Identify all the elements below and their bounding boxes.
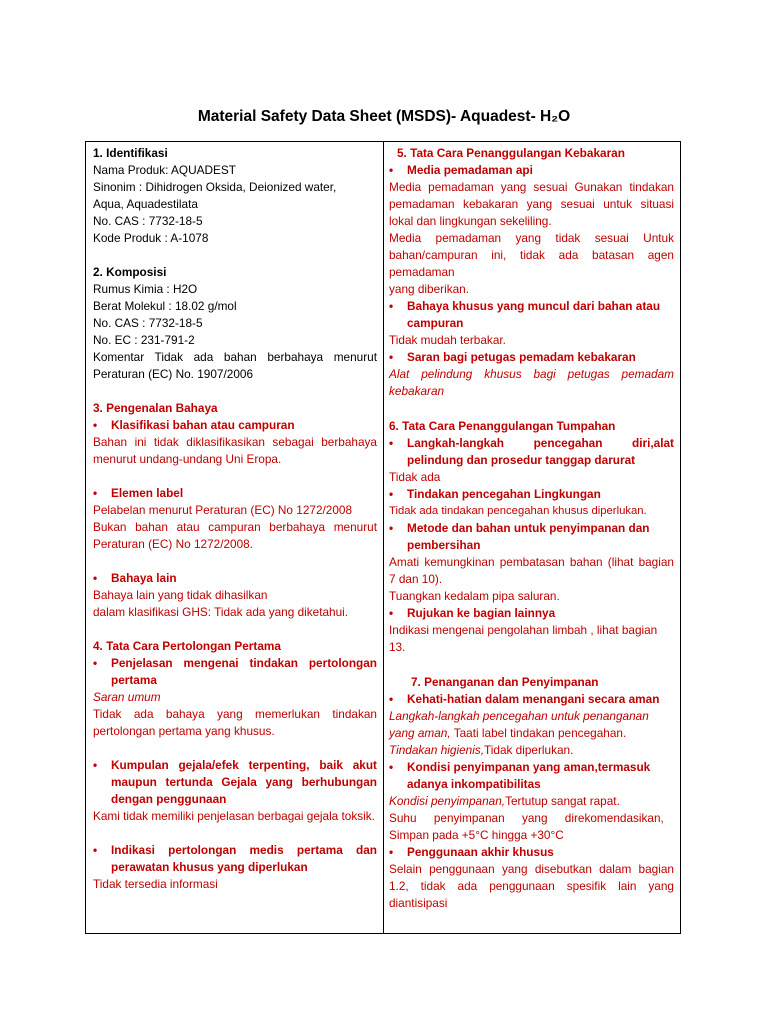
section-4-heading: 4. Tata Cara Pertolongan Pertama [93, 639, 281, 653]
bullet-containment-methods: • Metode dan bahan untuk penyimpanan dan pembersihan [389, 521, 650, 552]
bullet-icon: • [389, 487, 394, 501]
bullet-icon: • [93, 843, 98, 857]
bullet-icon: • [93, 418, 98, 432]
msds-table [85, 141, 681, 934]
right-column [384, 142, 680, 933]
bullet-icon: • [389, 521, 394, 535]
bullet-first-aid: • Penjelasan mengenai tindakan pertolongan pertama [93, 656, 377, 687]
bullet-icon: • [389, 760, 394, 774]
bullet-firefighter-advice: • Saran bagi petugas pemadam kebakaran [389, 350, 636, 364]
safe-handling-text-1: Langkah-langkah pencegahan untuk penanganan yang aman, Taati label tindakan pencegahan. [389, 709, 649, 740]
other-hazards-text-1: Bahaya lain yang tidak dihasilkan [93, 588, 268, 602]
medical-attention-text: Tidak tersedia informasi [93, 877, 218, 891]
product-name: Nama Produk: AQUADEST [93, 163, 236, 177]
bullet-end-use: • Penggunaan akhir khusus [389, 845, 554, 859]
label-elements-text-2: Bukan bahan atau campuran berbahaya menurut Peraturan (EC) No 1272/2008. [93, 520, 377, 551]
bullet-icon: • [93, 486, 98, 500]
section-7-heading: 7. Penanganan dan Penyimpanan [411, 675, 599, 689]
end-use-text: Selain penggunaan yang disebutkan dalam bagian 1.2, tidak ada penggunaan spesifik lain yang diantisipasi [389, 862, 674, 910]
composition-cas: No. CAS : 7732-18-5 [93, 316, 203, 330]
special-hazards-text: Tidak mudah terbakar. [389, 333, 506, 347]
safe-storage-text-3: Simpan pada +5°C hingga +30°C [389, 828, 564, 842]
classification-text: Bahan ini tidak diklasifikasikan sebagai berbahaya menurut undang-undang Uni Eropa. [93, 435, 377, 466]
bullet-icon: • [93, 758, 98, 772]
left-column [86, 142, 384, 933]
bullet-medical-attention: • Indikasi pertolongan medis pertama dan perawatan khusus yang diperlukan [93, 843, 377, 874]
section-6-heading: 6. Tata Cara Penanggulangan Tumpahan [389, 419, 616, 433]
bullet-label-elements: • Elemen label [93, 486, 184, 500]
symptoms-text: Kami tidak memiliki penjelasan berbagai gejala toksik. [93, 809, 375, 823]
section-1-heading: 1. Identifikasi [93, 146, 168, 160]
bullet-special-hazards: • Bahaya khusus yang muncul dari bahan atau campuran [389, 299, 661, 330]
firefighter-advice-text: Alat pelindung khusus bagi petugas pemadam kebakaran [389, 367, 674, 398]
bullet-icon: • [389, 163, 394, 177]
bullet-safe-handling: • Kehati-hatian dalam menangani secara aman [389, 692, 660, 706]
first-aid-text: Tidak ada bahaya yang memerlukan tindakan pertolongan pertama yang khusus. [93, 707, 377, 738]
bullet-classification: • Klasifikasi bahan atau campuran [93, 418, 295, 432]
bullet-icon: • [93, 571, 98, 585]
section-5-heading: 5. Tata Cara Penanggulangan Kebakaran [397, 146, 625, 160]
molecular-weight: Berat Molekul : 18.02 g/mol [93, 299, 237, 313]
containment-text-2: Tuangkan kedalam pipa saluran. [389, 589, 560, 603]
containment-text-1: Amati kemungkinan pembatasan bahan (lihat bagian 7 dan 10). [389, 555, 674, 586]
synonym-line-1: Sinonim : Dihidrogen Oksida, Deionized water, [93, 180, 337, 194]
bullet-icon: • [93, 656, 98, 670]
general-advice-label: Saran umum [93, 690, 161, 704]
bullet-personal-precautions: • Langkah-langkah pencegahan diri,alat pelindung dan prosedur tanggap darurat [389, 436, 674, 467]
bullet-safe-storage: • Kondisi penyimpanan yang aman,termasuk adanya inkompatibilitas [389, 760, 651, 791]
safe-handling-text-2: Tindakan higienis,Tidak diperlukan. [389, 743, 574, 757]
bullet-environmental-precautions: • Tindakan pencegahan Lingkungan [389, 487, 601, 501]
chemical-formula: Rumus Kimia : H2O [93, 282, 198, 296]
section-3-heading: 3. Pengenalan Bahaya [93, 401, 218, 415]
safe-storage-text-2: Suhu penyimpanan yang direkomendasikan, [389, 811, 664, 825]
bullet-icon: • [389, 692, 394, 706]
section-2-heading: 2. Komposisi [93, 265, 167, 279]
bullet-icon: • [389, 606, 394, 620]
bullet-icon: • [389, 299, 394, 313]
composition-comment: Komentar Tidak ada bahan berbahaya menurut Peraturan (EC) No. 1907/2006 [93, 350, 377, 381]
other-hazards-text-2: dalam klasifikasi GHS: Tidak ada yang diketahui. [93, 605, 349, 619]
document-title: Material Safety Data Sheet (MSDS)- Aquadest- H₂O [197, 108, 571, 125]
bullet-symptoms: • Kumpulan gejala/efek terpenting, baik akut maupun tertunda Gejala yang berhubungan dengan penggunaan [93, 758, 377, 806]
safe-storage-text-1: Kondisi penyimpanan,Tertutup sangat rapat. [389, 794, 620, 808]
synonym-line-2: Aqua, Aquadestilata [93, 197, 198, 211]
extinguishing-media-text-1: Media pemadaman yang sesuai Gunakan tindakan pemadaman kebakaran yang sesuai untuk situasi lokal dan lingkungan sekeliling. [389, 180, 674, 228]
bullet-icon: • [389, 436, 394, 450]
extinguishing-media-text-2: Media pemadaman yang tidak sesuai Untuk bahan/campuran ini, tidak ada batasan agen pemadaman [389, 231, 674, 279]
bullet-extinguishing-media: • Media pemadaman api [389, 163, 533, 177]
personal-precautions-text: Tidak ada [389, 470, 441, 484]
bullet-icon: • [389, 845, 394, 859]
label-elements-text-1: Pelabelan menurut Peraturan (EC) No 1272/2008 [93, 503, 353, 517]
cas-number: No. CAS : 7732-18-5 [93, 214, 203, 228]
ec-number: No. EC : 231-791-2 [93, 333, 195, 347]
product-code: Kode Produk : A-1078 [93, 231, 209, 245]
bullet-icon: • [389, 350, 394, 364]
bullet-reference-sections: • Rujukan ke bagian lainnya [389, 606, 556, 620]
bullet-other-hazards: • Bahaya lain [93, 571, 177, 585]
reference-sections-text: Indikasi mengenai pengolahan limbah , lihat bagian 13. [389, 623, 658, 654]
environmental-precautions-text: Tidak ada tindakan pencegahan khusus diperlukan. [389, 505, 647, 517]
extinguishing-media-text-3: yang diberikan. [389, 282, 470, 296]
